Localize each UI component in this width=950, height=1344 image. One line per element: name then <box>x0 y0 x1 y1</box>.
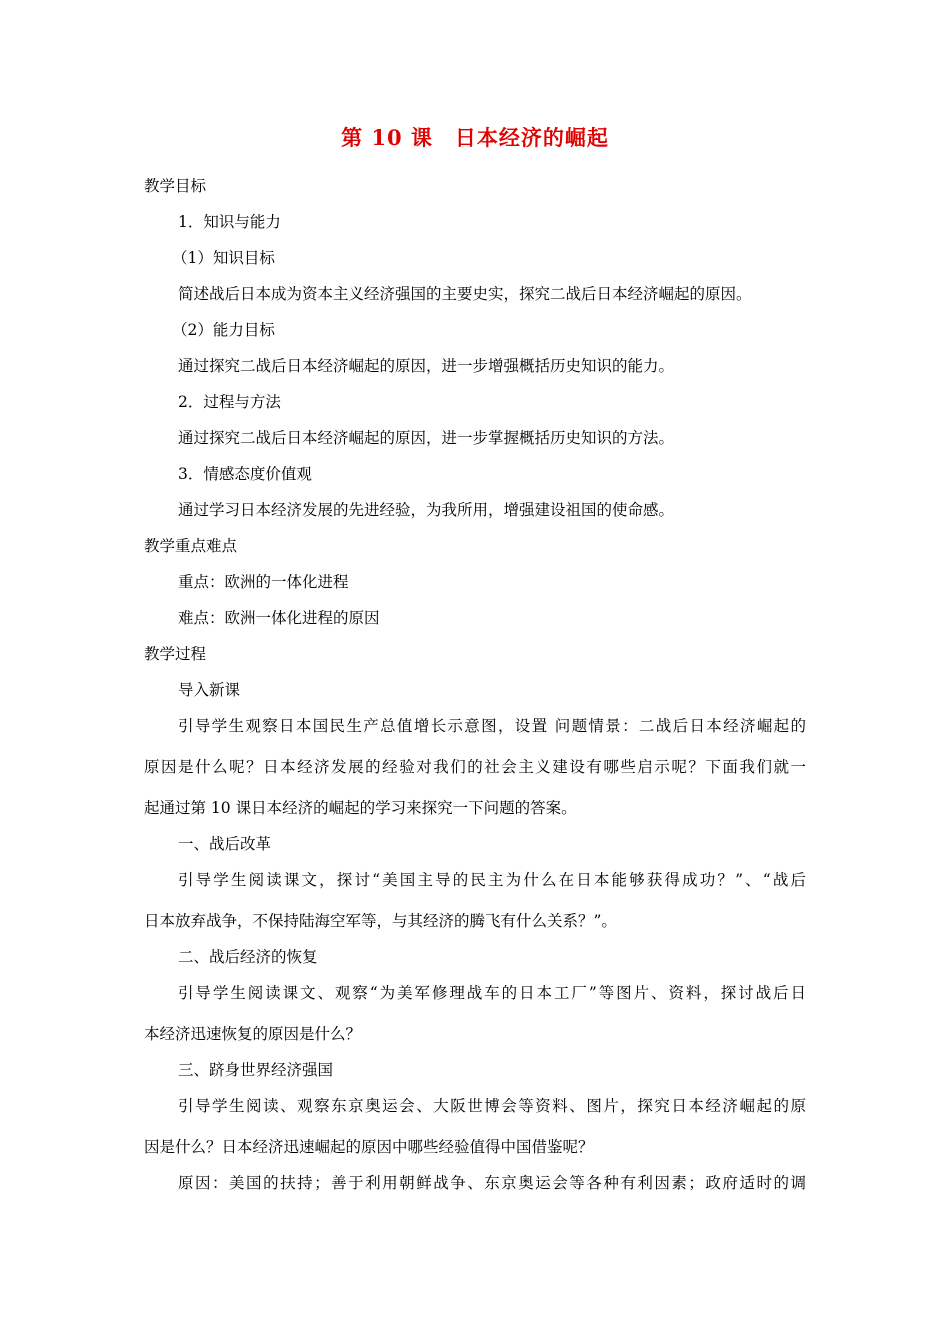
part-1-heading: 一、战后改革 <box>178 835 272 853</box>
intro-paragraph-line-3: 起通过第 10 课日本经济的崛起的学习来探究一下问题的答案。 <box>144 799 577 817</box>
goal-2-text: 通过探究二战后日本经济崛起的原因，进一步掌握概括历史知识的方法。 <box>178 429 675 447</box>
goal-2-heading: 2．过程与方法 <box>178 393 281 411</box>
goal-1-sub-2-heading: （2）能力目标 <box>172 321 275 339</box>
part-3-line-3: 原因：美国的扶持；善于利用朝鲜战争、东京奥运会等各种有利因素；政府适时的调 <box>178 1174 806 1192</box>
goals-heading: 教学目标 <box>144 177 207 195</box>
part-3-line-2: 因是什么？日本经济迅速崛起的原因中哪些经验值得中国借鉴呢？ <box>144 1138 594 1156</box>
keypoints-heading: 教学重点难点 <box>144 537 238 555</box>
goal-1-sub-1-text: 简述战后日本成为资本主义经济强国的主要史实，探究二战后日本经济崛起的原因。 <box>178 285 752 303</box>
part-2-line-1: 引导学生阅读课文、观察“为美军修理战车的日本工厂”等图片、资料，探讨战后日 <box>178 984 806 1002</box>
goal-3-text: 通过学习日本经济发展的先进经验，为我所用，增强建设祖国的使命感。 <box>178 501 675 519</box>
intro-heading: 导入新课 <box>178 681 241 699</box>
process-heading: 教学过程 <box>144 645 207 663</box>
goal-1-sub-1-heading: （1）知识目标 <box>172 249 275 267</box>
intro-paragraph-line-1: 引导学生观察日本国民生产总值增长示意图，设置 问题情景：二战后日本经济崛起的 <box>178 717 806 735</box>
goal-1-heading: 1．知识与能力 <box>178 213 281 231</box>
goal-1-sub-2-text: 通过探究二战后日本经济崛起的原因，进一步增强概括历史知识的能力。 <box>178 357 675 375</box>
part-1-line-2: 日本放弃战争，不保持陆海空军等，与其经济的腾飞有什么关系？”。 <box>144 912 617 930</box>
goal-3-heading: 3．情感态度价值观 <box>178 465 312 483</box>
part-3-line-1: 引导学生阅读、观察东京奥运会、大阪世博会等资料、图片，探究日本经济崛起的原 <box>178 1097 806 1115</box>
part-1-line-1: 引导学生阅读课文，探讨“美国主导的民主为什么在日本能够获得成功？”、“战后 <box>178 871 806 889</box>
intro-paragraph-line-2: 原因是什么呢？日本经济发展的经验对我们的社会主义建设有哪些启示呢？下面我们就一 <box>144 758 806 776</box>
part-2-heading: 二、战后经济的恢复 <box>178 948 318 966</box>
lesson-title: 第 10 课 日本经济的崛起 <box>341 125 609 150</box>
keypoint-text: 重点：欧洲的一体化进程 <box>178 573 349 591</box>
part-3-heading: 三、跻身世界经济强国 <box>178 1061 334 1079</box>
part-2-line-2: 本经济迅速恢复的原因是什么？ <box>144 1025 362 1043</box>
difficulty-text: 难点：欧洲一体化进程的原因 <box>178 609 380 627</box>
